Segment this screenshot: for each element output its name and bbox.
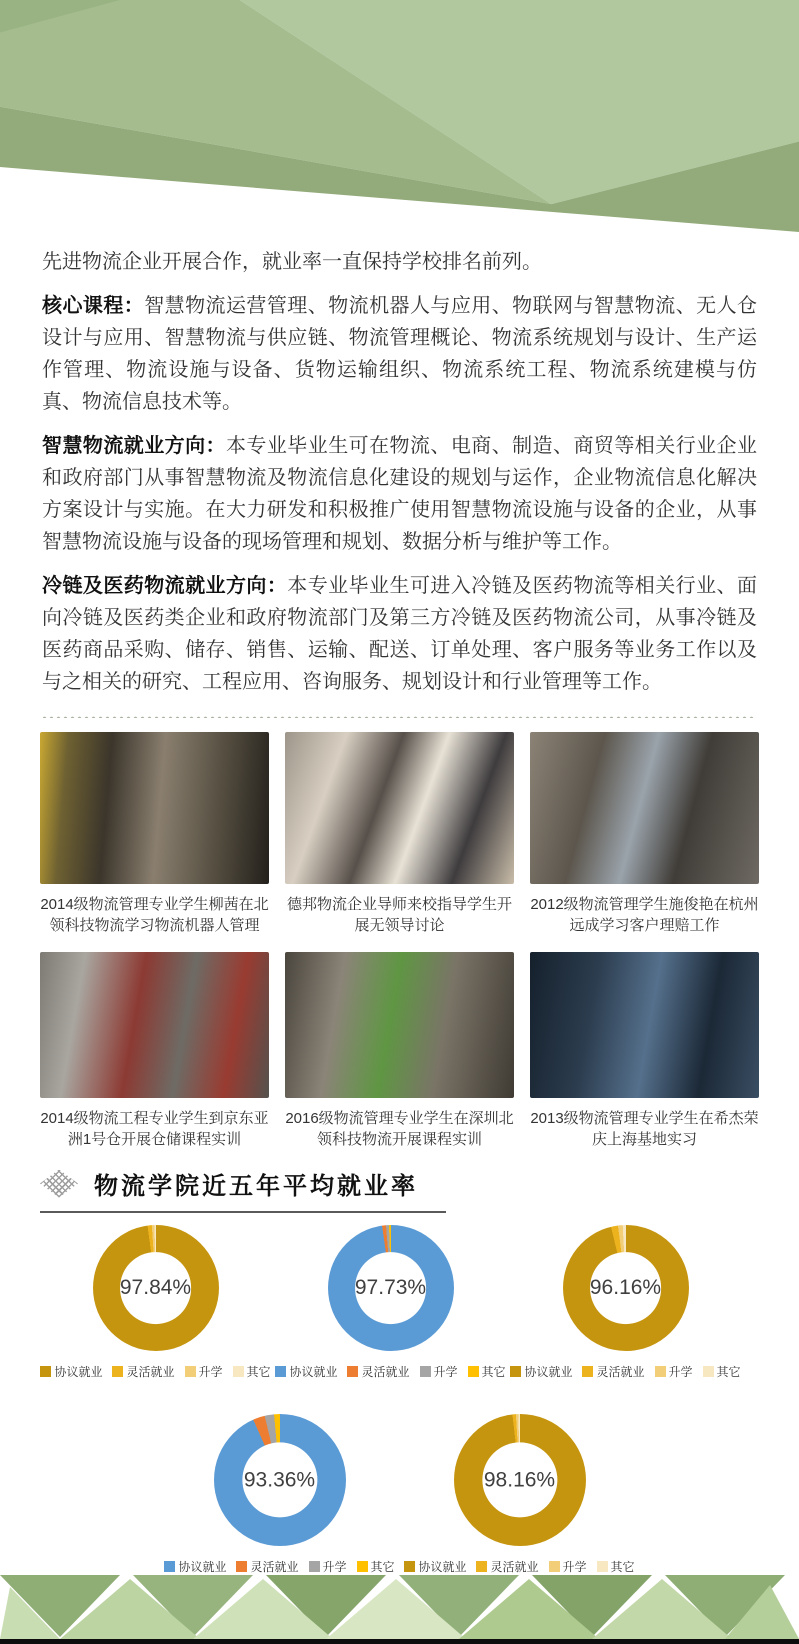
diamond-crosshatch-icon (40, 1170, 78, 1198)
legend-label: 协议就业 (54, 1365, 103, 1379)
legend-label: 灵活就业 (490, 1560, 539, 1574)
donut-chart-4 (214, 1414, 346, 1546)
legend-item (275, 1363, 337, 1380)
chart-legend (404, 1558, 634, 1575)
legend-label: 协议就业 (418, 1560, 467, 1574)
legend-swatch-icon (476, 1561, 487, 1572)
donut-chart-1 (93, 1225, 219, 1351)
legend-item (164, 1558, 226, 1575)
photo-caption: 2016级物流管理专业学生在深圳北领科技物流开展课程实训 (285, 1110, 514, 1148)
employment-rate-value: 96.16% (589, 1276, 662, 1299)
legend-item (468, 1363, 506, 1380)
photo-robot-training (40, 732, 269, 884)
legend-item (703, 1363, 741, 1380)
legend-label: 升学 (562, 1560, 587, 1574)
paragraph-core-courses (42, 290, 757, 418)
legend-label: 其它 (481, 1365, 506, 1379)
chart-block (508, 1225, 743, 1380)
legend-swatch-icon (582, 1366, 593, 1377)
legend-label: 协议就业 (289, 1365, 338, 1379)
legend-item (185, 1363, 223, 1380)
header-graphic (0, 0, 799, 232)
legend-label: 协议就业 (178, 1560, 227, 1574)
legend-item (112, 1363, 174, 1380)
legend-swatch-icon (468, 1366, 479, 1377)
legend-item (476, 1558, 538, 1575)
paragraph-text: 本专业毕业生可进入冷链及医药物流等相关行业、面向冷链及医药类企业和政府物流部门及第三方冷链及医药物流公司，从事冷链及医药商品采购、储存、销售、运输、配送、订单处理、客户服务等业务工作以及与之相关的研究、工程应用、咨询服务、规划设计和行业管理等工作。 (42, 575, 758, 693)
donut-hole (242, 1442, 317, 1517)
legend-item (236, 1558, 298, 1575)
text-content (0, 232, 799, 698)
legend-label: 协议就业 (524, 1365, 573, 1379)
photo-row-1 (0, 732, 799, 936)
chart-block (160, 1414, 400, 1575)
charts-row-2 (0, 1414, 799, 1575)
donut-chart-2 (328, 1225, 454, 1351)
photo-item (530, 732, 759, 936)
legend-swatch-icon (164, 1561, 175, 1572)
chart-block (273, 1225, 508, 1380)
photo-caption: 德邦物流企业导师来校指导学生开展无领导讨论 (286, 896, 512, 934)
chart-legend (164, 1558, 394, 1575)
legend-label: 其它 (610, 1560, 635, 1574)
legend-label: 灵活就业 (596, 1365, 645, 1379)
legend-swatch-icon (347, 1366, 358, 1377)
photo-shenzhen-course-training (285, 952, 514, 1098)
legend-item (357, 1558, 395, 1575)
legend-swatch-icon (185, 1366, 196, 1377)
photo-caption: 2012级物流管理学生施俊艳在杭州远成学习客户理赔工作 (530, 896, 759, 934)
legend-swatch-icon (703, 1366, 714, 1377)
legend-swatch-icon (549, 1561, 560, 1572)
chart-block (38, 1225, 273, 1380)
triangle-band (0, 1575, 799, 1639)
legend-swatch-icon (309, 1561, 320, 1572)
paragraph-label: 智慧物流就业方向： (42, 435, 226, 457)
photo-item (285, 952, 514, 1150)
donut-hole (120, 1252, 192, 1324)
paragraph-cold-chain-careers (42, 570, 757, 698)
legend-item (233, 1363, 271, 1380)
photo-row-2 (0, 952, 799, 1150)
dotted-divider (42, 716, 757, 718)
legend-label: 升学 (198, 1365, 223, 1379)
photo-caption: 2013级物流管理专业学生在希杰荣庆上海基地实习 (530, 1110, 759, 1148)
legend-item (309, 1558, 347, 1575)
legend-item (404, 1558, 466, 1575)
donut-hole (590, 1252, 662, 1324)
chart-block (400, 1414, 640, 1575)
legend-label: 灵活就业 (361, 1365, 410, 1379)
employment-rate-value: 98.16% (483, 1467, 556, 1491)
footer-graphic (0, 1575, 799, 1644)
donut-chart-3 (563, 1225, 689, 1351)
legend-swatch-icon (510, 1366, 521, 1377)
paragraph-text: 智慧物流运营管理、物流机器人与应用、物联网与智慧物流、无人仓设计与应用、智慧物流与供应链、物流管理概论、物流系统规划与设计、生产运作管理、物流设施与设备、货物运输组织、物流系统工程、物流系统建模与仿真、物流信息技术等。 (42, 295, 758, 413)
legend-item (597, 1558, 635, 1575)
intro-text: 先进物流企业开展合作，就业率一直保持学校排名前列。 (42, 251, 542, 273)
legend-item (549, 1558, 587, 1575)
legend-swatch-icon (357, 1561, 368, 1572)
legend-swatch-icon (40, 1366, 51, 1377)
section-header (40, 1164, 446, 1213)
legend-item (420, 1363, 458, 1380)
legend-label: 其它 (246, 1365, 271, 1379)
legend-swatch-icon (233, 1366, 244, 1377)
legend-label: 灵活就业 (126, 1365, 175, 1379)
chart-legend (40, 1363, 270, 1380)
paragraph-text: 本专业毕业生可在物流、电商、制造、商贸等相关行业企业和政府部门从事智慧物流及物流信息化建设的规划与运作，企业物流信息化解决方案设计与实施。在大力研发和积极推广使用智慧物流设施与设备的企业，从事智慧物流设施与设备的现场管理和规划、数据分析与维护等工作。 (42, 435, 758, 553)
photo-caption: 2014级物流工程专业学生到京东亚洲1号仓开展仓储课程实训 (40, 1110, 269, 1148)
legend-item (347, 1363, 409, 1380)
photo-item (40, 732, 269, 936)
legend-swatch-icon (655, 1366, 666, 1377)
paragraph-label: 核心课程： (42, 295, 145, 317)
legend-item (40, 1363, 102, 1380)
legend-swatch-icon (275, 1366, 286, 1377)
charts-row-1 (0, 1225, 799, 1380)
employment-rate-value: 97.73% (354, 1276, 427, 1299)
legend-label: 其它 (716, 1365, 741, 1379)
photo-item (285, 732, 514, 936)
donut-chart-5 (454, 1414, 586, 1546)
legend-label: 升学 (668, 1365, 693, 1379)
photo-cj-shanghai-internship (530, 952, 759, 1098)
donut-hole (482, 1442, 557, 1517)
legend-label: 升学 (433, 1365, 458, 1379)
photo-jd-warehouse-training (40, 952, 269, 1098)
legend-swatch-icon (404, 1561, 415, 1572)
legend-item (582, 1363, 644, 1380)
bottom-black-bar (0, 1639, 799, 1644)
section-title: 物流学院近五年平均就业率 (94, 1173, 418, 1200)
legend-label: 升学 (322, 1560, 347, 1574)
chart-legend (510, 1363, 740, 1380)
legend-swatch-icon (236, 1561, 247, 1572)
employment-rate-value: 97.84% (119, 1276, 192, 1299)
photo-caption: 2014级物流管理专业学生柳茜在北领科技物流学习物流机器人管理 (40, 896, 269, 934)
legend-swatch-icon (597, 1561, 608, 1572)
donut-hole (355, 1252, 427, 1324)
legend-swatch-icon (420, 1366, 431, 1377)
legend-item (510, 1363, 572, 1380)
paragraph-label: 冷链及医药物流就业方向： (42, 575, 288, 597)
employment-rate-value: 93.36% (243, 1467, 316, 1491)
legend-swatch-icon (112, 1366, 123, 1377)
photo-mentor-discussion (285, 732, 514, 884)
legend-item (655, 1363, 693, 1380)
photo-claims-internship (530, 732, 759, 884)
legend-label: 其它 (370, 1560, 395, 1574)
photo-item (40, 952, 269, 1150)
paragraph-smart-logistics-careers (42, 430, 757, 558)
chart-legend (275, 1363, 505, 1380)
legend-label: 灵活就业 (250, 1560, 299, 1574)
photo-item (530, 952, 759, 1150)
